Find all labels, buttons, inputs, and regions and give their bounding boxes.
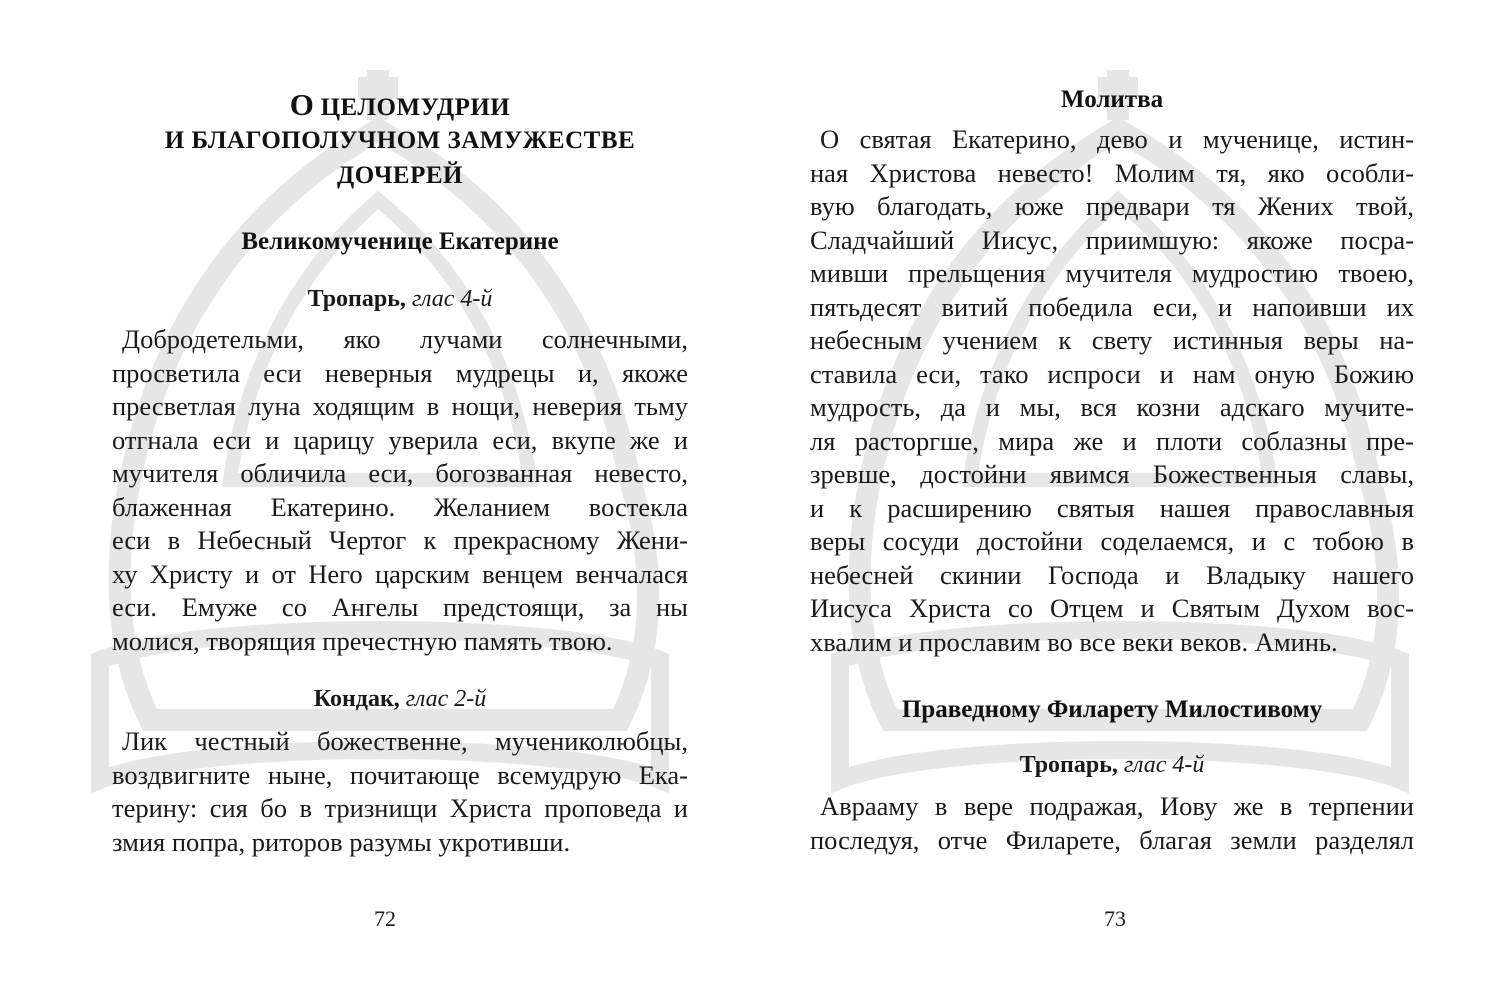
right-page xyxy=(750,0,1500,981)
text-line: ная Христова невесто! Молим тя, яко особли- xyxy=(810,157,1414,188)
text-line: просветила еси неверныя мудрецы и, якоже xyxy=(112,357,688,388)
text-line: пятьдесят витий победила еси, и напоивши их xyxy=(810,291,1414,322)
saint-heading-philaret: Праведному Филарету Милостивому xyxy=(901,696,1323,723)
text-line: Аврааму в вере подражая, Иову же в терпении xyxy=(820,791,1414,821)
text-line: блаженная Екатерино. Желанием востекла xyxy=(112,491,688,522)
troparion-heading xyxy=(810,752,1414,779)
text-line: еси. Емуже со Ангелы предстоящи, за ны xyxy=(112,592,688,622)
text-line: и к расширению святыя нашея православныя xyxy=(810,492,1414,523)
text-line: отгнала еси и царицу уверила еси, вкупе же и xyxy=(112,424,688,455)
text-line: зревше, достойни явимся Божественныя славы, xyxy=(810,459,1414,489)
chapter-title-line2: И БЛАГОПОЛУЧНОМ ЗАМУЖЕСТВЕ xyxy=(164,127,636,154)
text-line: терину: сия бо в тризнищи Христа проповеда и xyxy=(112,793,688,823)
text-line: веры сосуди достойни соделаемся, и с тобою в xyxy=(810,526,1414,556)
page-number: 72 xyxy=(374,906,396,931)
text-line: ставила еси, тако испроси и нам оную Божию xyxy=(810,358,1414,389)
kontakion-heading xyxy=(112,686,688,713)
text-line: небесным учением к свету истинныя веры на- xyxy=(810,325,1414,355)
page-number: 73 xyxy=(1104,906,1126,931)
text-line: еси в Небесный Чертог к прекрасному Жени- xyxy=(112,525,688,555)
kontakion-tone: глас 2-й xyxy=(405,686,487,712)
text-line: Иисуса Христа со Отцем и Святым Духом вос- xyxy=(810,593,1414,623)
text-line: змия попра, риторов разумы укротивши. xyxy=(112,826,571,857)
troparion-label: Тропарь, xyxy=(1019,752,1118,778)
text-line: молися, творящия пречестную память твою. xyxy=(112,625,613,656)
troparion-heading xyxy=(112,286,688,313)
troparion-tone: глас 4-й xyxy=(411,286,493,312)
troparion-tone: глас 4-й xyxy=(1123,752,1205,778)
chapter-title-initial: О xyxy=(289,87,314,122)
text-line: Добродетельми, яко лучами солнечными, xyxy=(122,324,688,354)
troparion-label: Тропарь, xyxy=(307,286,406,312)
text-line: пресветлая луна ходящим в нощи, неверия тьму xyxy=(112,391,688,421)
kontakion-text xyxy=(112,725,688,859)
prayer-text xyxy=(810,123,1414,659)
text-line: мучителя обличила еси, богозванная невесто, xyxy=(112,458,688,488)
text-line: небесней скинии Господа и Владыку нашего xyxy=(810,559,1414,590)
troparion-text xyxy=(112,323,688,658)
text-line: ху Христу и от Него царским венцем венчалася xyxy=(112,558,688,589)
chapter-title-rest: ЦЕЛОМУДРИИ xyxy=(313,94,511,121)
kontakion-label: Кондак, xyxy=(313,686,400,712)
text-line: О святая Екатерино, дево и мученице, истин- xyxy=(820,124,1414,154)
saint-heading-catherine: Великомученице Екатерине xyxy=(241,228,559,255)
text-line: воздвигните ныне, почитающе всемудрую Ека- xyxy=(112,759,688,790)
text-line: последуя, отче Филарете, благая земли разделял xyxy=(810,824,1414,855)
troparion-text xyxy=(810,790,1414,857)
text-line: мудрость, да и мы, вся козни адскаго мучите- xyxy=(810,392,1414,422)
text-line: Лик честный божественне, мучениколюбцы, xyxy=(122,726,688,756)
text-line: мивши прельщения мучителя мудростию твоею, xyxy=(810,258,1414,288)
text-line: вую благодать, юже предвари тя Жених твой, xyxy=(810,191,1414,221)
chapter-title-line3: ДОЧЕРЕЙ xyxy=(337,162,463,189)
prayer-heading: Молитва xyxy=(1060,86,1164,113)
text-line: Сладчайший Иисус, приимшую: якоже посра- xyxy=(810,224,1414,255)
text-line: ля расторгше, мира же и плоти соблазны пре- xyxy=(810,425,1414,456)
chapter-title-line1 xyxy=(112,87,688,123)
text-line: хвалим и прославим во все веки веков. Аминь. xyxy=(810,626,1338,657)
